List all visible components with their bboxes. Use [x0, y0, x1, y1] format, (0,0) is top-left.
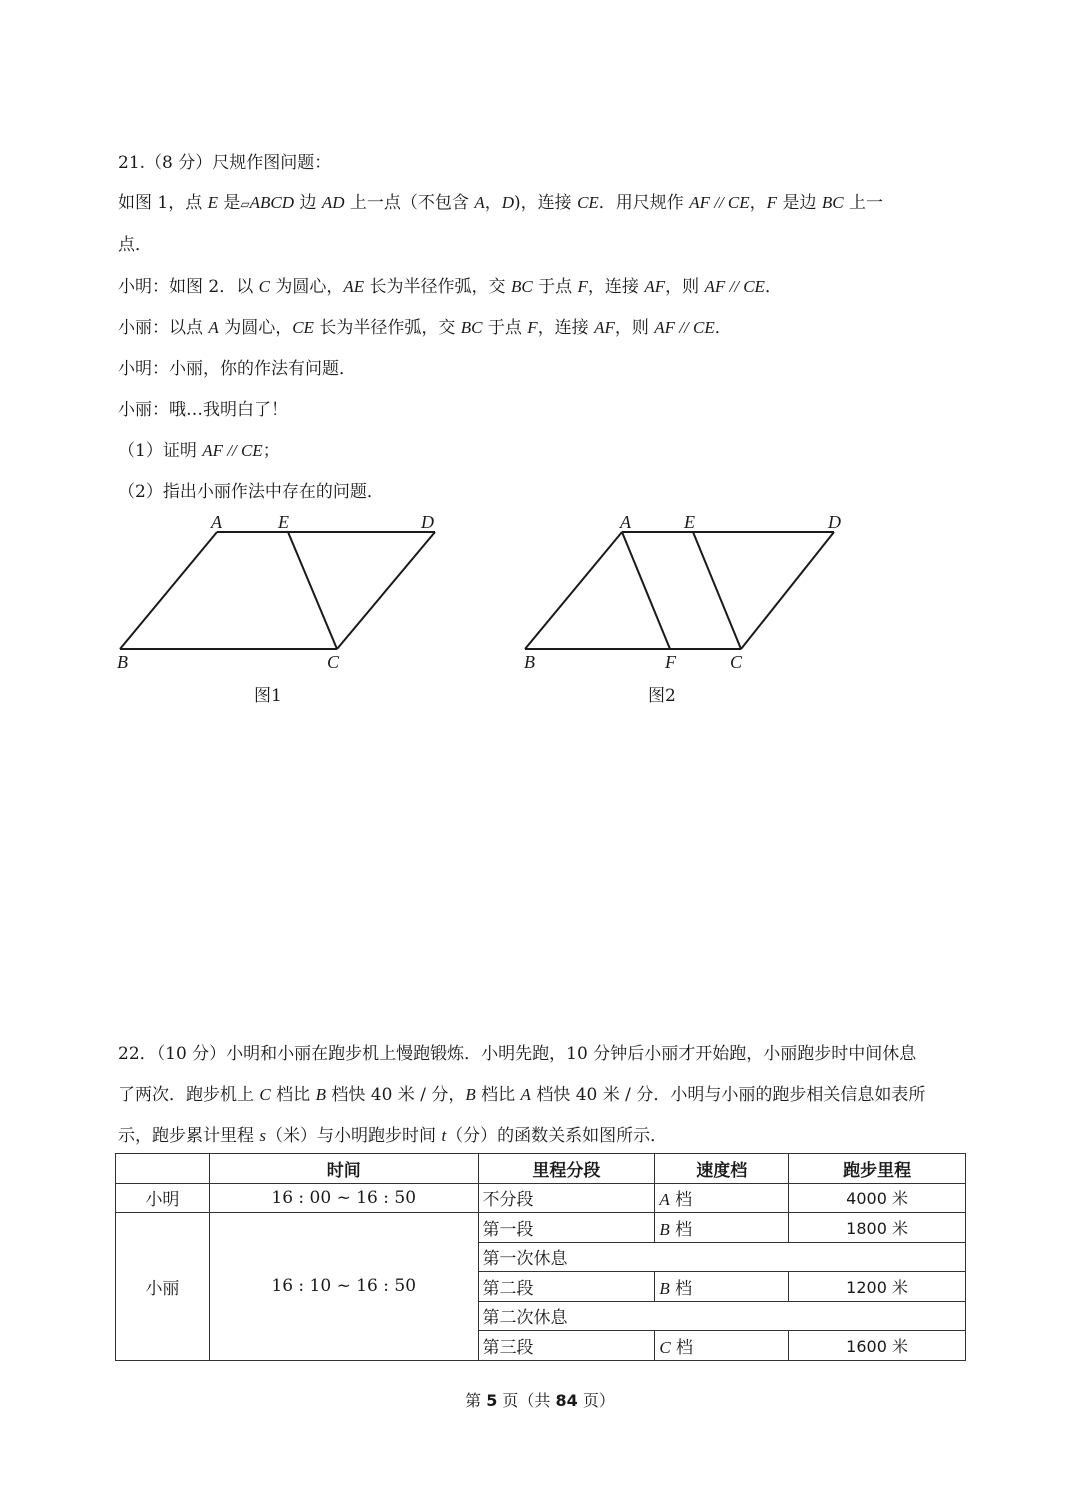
parallelogram-symbol: ▱	[240, 197, 250, 211]
label-A: A	[620, 512, 631, 532]
header-empty	[116, 1154, 210, 1184]
label-B: B	[524, 652, 535, 672]
table-row-xiaoming	[116, 1183, 966, 1213]
cell-distance: 1600 米	[789, 1331, 966, 1361]
q21-xiaoming-method: 小明：如图 2．以 C 为圆心，AE 长为半径作弧，交 BC 于点 F，连接 AF，则 AF // CE．	[118, 277, 782, 297]
q21-subquestion-1: （1）证明 AF // CE；	[118, 441, 280, 461]
edge-CD	[337, 532, 435, 649]
cell-gear: A 档	[655, 1183, 789, 1213]
cell-distance: 1200 米	[789, 1272, 966, 1302]
cell-segment: 第一段	[478, 1213, 655, 1243]
label-D: D	[828, 512, 841, 532]
cell-distance: 1800 米	[789, 1213, 966, 1243]
q21-dialogue-1: 小明：小丽，你的作法有问题．	[118, 359, 356, 379]
cell-time: 16 : 00 ~ 16 : 50	[209, 1183, 478, 1213]
header-segment: 里程分段	[478, 1154, 655, 1184]
figure-1-parallelogram	[110, 508, 450, 678]
q21-subquestion-2: （2）指出小丽作法中存在的问题．	[118, 482, 384, 502]
q21-heading: 21.（8 分）尺规作图问题：	[118, 153, 332, 173]
edge-AB	[525, 532, 622, 649]
cell-segment: 第二次休息	[478, 1301, 965, 1331]
label-A: A	[211, 512, 222, 532]
label-C: C	[327, 652, 340, 672]
segment-CE	[288, 532, 337, 649]
cell-gear: B 档	[655, 1213, 789, 1243]
q21-paragraph-1-cont: 点．	[118, 235, 152, 255]
q22-paragraph-3: 示，跑步累计里程 s（米）与小明跑步时间 t（分）的函数关系如图所示．	[118, 1126, 668, 1146]
label-F: F	[665, 652, 676, 672]
q22-paragraph-1: 22．（10 分）小明和小丽在跑步机上慢跑锻炼．小明先跑，10 分钟后小丽才开始跑，小丽跑步时中间休息	[118, 1044, 917, 1064]
header-time: 时间	[209, 1154, 478, 1184]
label-E: E	[684, 512, 695, 532]
figure-2-parallelogram	[515, 508, 855, 678]
label-E: E	[278, 512, 289, 532]
page-total: 84	[555, 1391, 578, 1410]
table-row-xiaoli-1	[116, 1213, 966, 1243]
q21-paragraph-1: 如图 1，点 E 是▱ABCD 边 AD 上一点（不包含 A，D)，连接 CE．用尺规作 AF // CE，F 是边 BC 上一	[118, 193, 883, 213]
cell-name: 小丽	[116, 1213, 210, 1361]
cell-name: 小明	[116, 1183, 210, 1213]
cell-segment: 第一次休息	[478, 1242, 965, 1272]
label-C: C	[730, 652, 743, 672]
cell-time: 16 : 10 ~ 16 : 50	[209, 1213, 478, 1361]
cell-segment: 第二段	[478, 1272, 655, 1302]
running-info-table	[115, 1153, 966, 1361]
header-gear: 速度档	[655, 1154, 789, 1184]
figure-1-caption: 图1	[254, 686, 282, 706]
cell-gear: C 档	[655, 1331, 789, 1361]
segment-CE	[693, 532, 741, 649]
segment-AF	[622, 532, 670, 649]
q21-xiaoli-method: 小丽：以点 A 为圆心，CE 长为半径作弧，交 BC 于点 F，连接 AF，则 AF // CE．	[118, 318, 732, 338]
q22-paragraph-2: 了两次．跑步机上 C 档比 B 档快 40 米 / 分，B 档比 A 档快 40 米 / 分．小明与小丽的跑步相关信息如表所	[118, 1085, 926, 1105]
edge-CD	[741, 532, 834, 649]
cell-gear: B 档	[655, 1272, 789, 1302]
table-header-row	[116, 1154, 966, 1184]
cell-distance: 4000 米	[789, 1183, 966, 1213]
page-number: 5	[486, 1391, 498, 1410]
figure-2-caption: 图2	[648, 686, 676, 706]
label-D: D	[421, 512, 434, 532]
edge-AB	[120, 532, 217, 649]
header-distance: 跑步里程	[789, 1154, 966, 1184]
q21-dialogue-2: 小丽：哦…我明白了！	[118, 400, 288, 420]
page-footer: 第 5 页（共 84 页）	[465, 1391, 615, 1410]
cell-segment: 不分段	[478, 1183, 655, 1213]
cell-segment: 第三段	[478, 1331, 655, 1361]
label-B: B	[117, 652, 128, 672]
